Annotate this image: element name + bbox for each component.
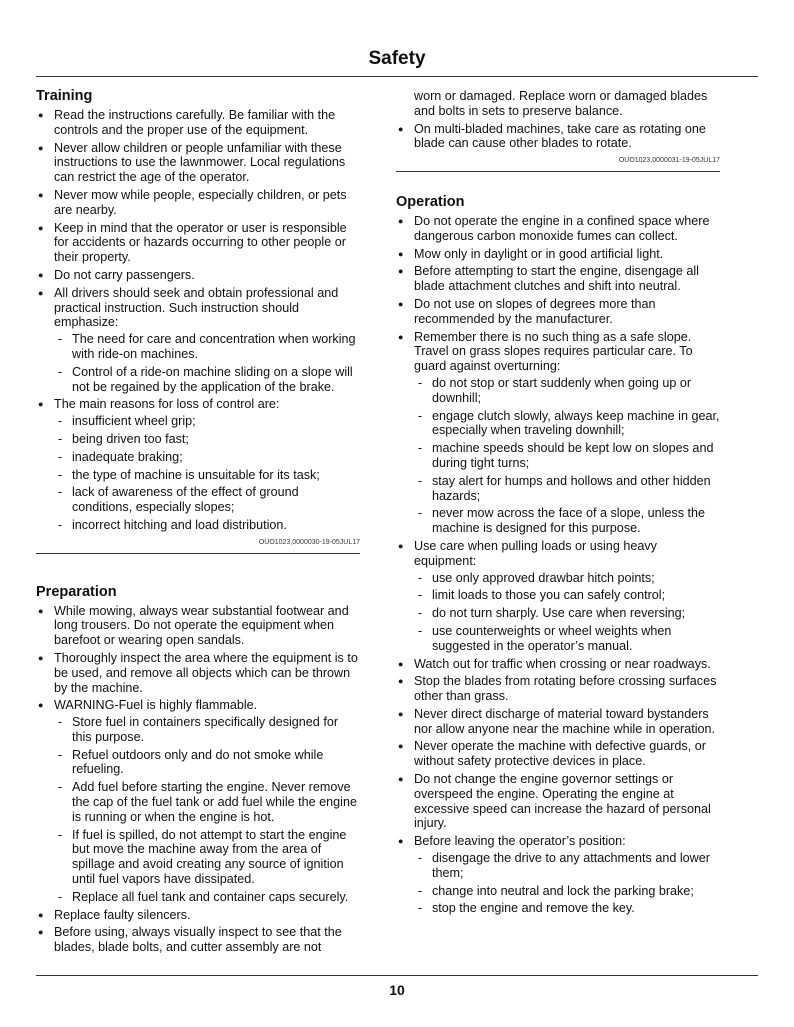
sub-list-item: - Refuel outdoors only and do not smoke while refueling. xyxy=(54,748,360,778)
sub-list xyxy=(414,376,720,536)
list-item xyxy=(396,122,720,152)
list-item xyxy=(396,739,720,769)
preparation-list xyxy=(36,604,360,956)
footer-rule xyxy=(36,975,758,976)
list-item-text: Never direct discharge of material toward bystanders nor allow anyone near the machine while in operation. xyxy=(414,706,716,736)
list-item xyxy=(396,89,720,119)
sub-list-item: - do not stop or start suddenly when going up or downhill; xyxy=(414,376,720,406)
list-item-text: Stop the blades from rotating before crossing surfaces other than grass. xyxy=(414,674,717,704)
list-item xyxy=(396,674,720,704)
preparation-continued-list xyxy=(396,89,720,151)
list-item-text: Do not change the engine governor settings or overspeed the engine. Operating the engine at excessive speed can increase the hazard of personal injury. xyxy=(414,772,711,831)
list-item xyxy=(36,651,360,695)
list-item-text: Before leaving the operator’s position: xyxy=(414,834,626,849)
list-item-text: worn or damaged. Replace worn or damaged blades and bolts in sets to preserve balance. xyxy=(414,89,708,118)
sub-list-item: - inadequate braking; xyxy=(54,450,360,465)
left-column xyxy=(36,88,360,958)
list-item xyxy=(36,908,360,923)
operation-list xyxy=(396,214,720,916)
list-item-text: All drivers should seek and obtain professional and practical instruction. Such instruction should emphasize: xyxy=(54,285,339,330)
preparation-reference-code: OUO1023,0000031-19-05JUL17 xyxy=(396,154,720,172)
training-reference-code: OUO1023,0000030-19-05JUL17 xyxy=(36,536,360,554)
sub-list-item: - Replace all fuel tank and container caps securely. xyxy=(54,890,360,905)
sub-list-item: - The need for care and concentration when working with ride-on machines. xyxy=(54,332,360,362)
right-column xyxy=(396,89,720,919)
list-item xyxy=(396,657,720,672)
list-item xyxy=(36,108,360,138)
list-item-text: Keep in mind that the operator or user is responsible for accidents or hazards occurring to other people or their property. xyxy=(54,220,347,265)
list-item-text: Do not use on slopes of degrees more than recommended by the manufacturer. xyxy=(414,296,656,326)
sub-list-item: - the type of machine is unsuitable for its task; xyxy=(54,468,360,483)
list-item-text: Read the instructions carefully. Be familiar with the controls and the proper use of the equipment. xyxy=(54,108,336,137)
sub-list-item: - being driven too fast; xyxy=(54,432,360,447)
list-item xyxy=(396,834,720,916)
list-item-text: Watch out for traffic when crossing or near roadways. xyxy=(414,656,711,671)
list-item-text: Never mow while people, especially children, or pets are nearby. xyxy=(54,187,347,217)
list-item xyxy=(36,188,360,218)
list-item-text: While mowing, always wear substantial footwear and long trousers. Do not operate the equipment when barefoot or wearing open sandals. xyxy=(54,603,349,648)
page-number: 10 xyxy=(389,982,405,998)
operation-heading: Operation xyxy=(396,193,465,210)
list-item-text: Do not carry passengers. xyxy=(54,267,195,282)
sub-list-item: - insufficient wheel grip; xyxy=(54,414,360,429)
sub-list-item: - change into neutral and lock the parking brake; xyxy=(414,884,720,899)
sub-list-item: - limit loads to those you can safely control; xyxy=(414,588,720,603)
sub-list-item: - lack of awareness of the effect of ground conditions, especially slopes; xyxy=(54,485,360,515)
sub-list-item: - incorrect hitching and load distribution. xyxy=(54,518,360,533)
list-item xyxy=(36,286,360,395)
operation-section xyxy=(396,194,720,916)
training-section xyxy=(36,88,360,554)
sub-list-item: - do not turn sharply. Use care when reversing; xyxy=(414,606,720,621)
preparation-section xyxy=(36,584,360,956)
sub-list xyxy=(414,851,720,916)
list-item xyxy=(396,247,720,262)
sub-list-item: - stay alert for humps and hollows and other hidden hazards; xyxy=(414,474,720,504)
sub-list-item: - machine speeds should be kept low on slopes and during tight turns; xyxy=(414,441,720,471)
list-item-text: Never operate the machine with defective guards, or without safety protective devices in place. xyxy=(414,739,706,769)
list-item-text: The main reasons for loss of control are: xyxy=(54,397,280,412)
training-list xyxy=(36,108,360,533)
sub-list xyxy=(54,715,360,905)
list-item xyxy=(36,925,360,955)
sub-list xyxy=(54,332,360,394)
list-item xyxy=(396,214,720,244)
list-item-text: WARNING-Fuel is highly flammable. xyxy=(54,698,258,713)
list-item-text: Replace faulty silencers. xyxy=(54,907,191,922)
header-rule xyxy=(36,76,758,77)
training-heading: Training xyxy=(36,88,93,104)
list-item xyxy=(36,141,360,185)
list-item-text: Before attempting to start the engine, disengage all blade attachment clutches and shift into neutral. xyxy=(414,264,699,294)
list-item xyxy=(36,268,360,283)
list-item xyxy=(396,264,720,294)
sub-list-item: - Add fuel before starting the engine. Never remove the cap of the fuel tank or add fuel while the engine is running or when the engine is hot. xyxy=(54,780,360,824)
list-item xyxy=(396,330,720,536)
list-item xyxy=(396,539,720,654)
list-item xyxy=(396,707,720,737)
list-item-text: Do not operate the engine in a confined space where dangerous carbon monoxide fumes can collect. xyxy=(414,213,710,243)
page-title: Safety xyxy=(368,48,426,69)
sub-list-item: - engage clutch slowly, always keep machine in gear, especially when traveling downhill; xyxy=(414,409,720,439)
sub-list-item: - never mow across the face of a slope, unless the machine is designed for this purpose. xyxy=(414,506,720,536)
sub-list-item: - disengage the drive to any attachments and lower them; xyxy=(414,851,720,881)
list-item xyxy=(36,221,360,265)
sub-list-item: - stop the engine and remove the key. xyxy=(414,901,720,916)
sub-list xyxy=(54,414,360,533)
list-item-text: Thoroughly inspect the area where the equipment is to be used, and remove all objects which can be thrown by the machine. xyxy=(54,650,358,695)
list-item xyxy=(396,772,720,831)
sub-list-item: - If fuel is spilled, do not attempt to start the engine but move the machine away from the area of spillage and avoid creating any source of ignition until fuel vapors have dissipated. xyxy=(54,828,360,887)
list-item-text: Before using, always visually inspect to see that the blades, blade bolts, and cutter assembly are not xyxy=(54,925,342,955)
list-item-text: Never allow children or people unfamiliar with these instructions to use the lawnmower. Local regulations can restrict the age of the operator. xyxy=(54,140,346,185)
preparation-continued-section xyxy=(396,89,720,172)
list-item-text: On multi-bladed machines, take care as rotating one blade can cause other blades to rotate. xyxy=(414,121,706,151)
sub-list-item: - use only approved drawbar hitch points; xyxy=(414,571,720,586)
sub-list-item: - Control of a ride-on machine sliding on a slope will not be regained by the application of the brake. xyxy=(54,365,360,395)
list-item-text: Mow only in daylight or in good artificial light. xyxy=(414,246,664,261)
list-item xyxy=(396,297,720,327)
preparation-heading: Preparation xyxy=(36,583,117,600)
list-item xyxy=(36,698,360,904)
list-item xyxy=(36,604,360,648)
list-item-text: Remember there is no such thing as a safe slope. Travel on grass slopes requires particular care. To guard against overturning: xyxy=(414,329,693,374)
sub-list-item: - use counterweights or wheel weights when suggested in the operator’s manual. xyxy=(414,624,720,654)
list-item xyxy=(36,397,360,532)
list-item-text: Use care when pulling loads or using heavy equipment: xyxy=(414,538,657,568)
sub-list-item: - Store fuel in containers specifically designed for this purpose. xyxy=(54,715,360,745)
sub-list xyxy=(414,571,720,654)
